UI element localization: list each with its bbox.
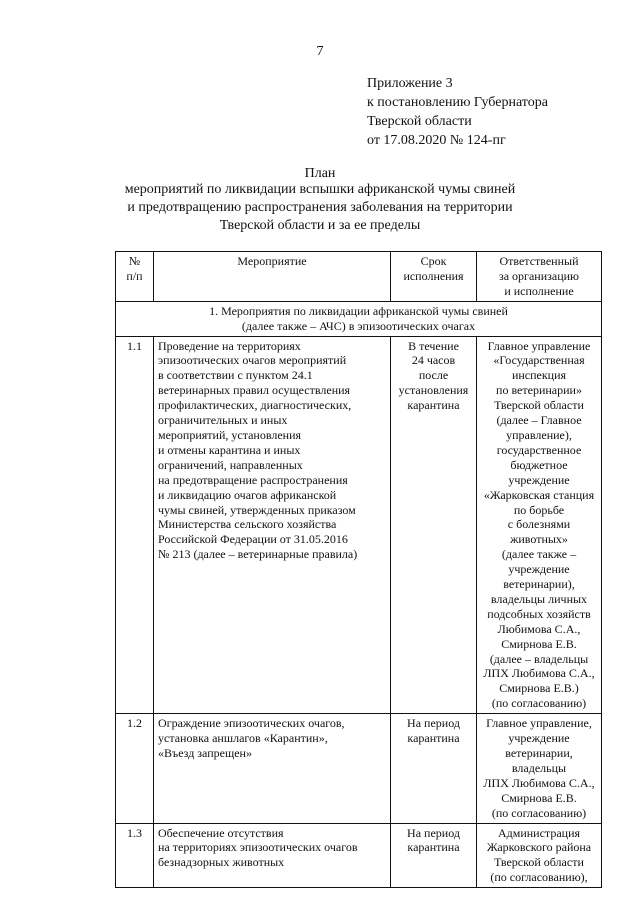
row-responsible: Главное управление «Государственная инспекция по ветеринарии» Тверской области (далее – Главное управление), государственное бюджетное учреждение «Жарковская станция по борьбе с болезнями животных» (далее также – учреждение ветеринарии), владельцы личных подсобных хозяйств Любимова С.А., Смирнова Е.В. (далее – владельцы ЛПХ Любимова С.А., Смирнова Е.В.) (по согласованию) [477, 336, 602, 714]
row-num: 1.1 [116, 336, 154, 714]
row-term: В течение 24 часов после установления карантина [391, 336, 477, 714]
row-num: 1.2 [116, 714, 154, 823]
appendix-line-4: от 17.08.2020 № 124-пг [367, 133, 506, 148]
appendix-line-1: Приложение 3 [367, 76, 453, 91]
section-row [116, 301, 602, 336]
table-row [116, 336, 602, 714]
header-num: № п/п [116, 252, 154, 302]
row-responsible: Администрация Жарковского района Тверской области (по согласованию), [477, 823, 602, 888]
section-title: 1. Мероприятия по ликвидации африканской чумы свиней (далее также – АЧС) в эпизоотических очагах [116, 301, 602, 336]
header-term: Срок исполнения [391, 252, 477, 302]
page-number: 7 [316, 44, 324, 59]
header-responsible: Ответственный за организацию и исполнение [477, 252, 602, 302]
table-header-row [116, 252, 602, 302]
row-activity: Обеспечение отсутствия на территориях эпизоотических очагов безнадзорных животных [154, 823, 391, 888]
plan-subtitle: мероприятий по ликвидации вспышки африканской чумы свиней и предотвращению распространения заболевания на территории Тверской области и за ее пределы [124, 182, 516, 233]
row-term: На период карантина [391, 714, 477, 823]
row-num: 1.3 [116, 823, 154, 888]
plan-title: План [304, 166, 336, 181]
plan-table [115, 251, 602, 888]
table-row [116, 714, 602, 823]
appendix-line-3: Тверской области [367, 114, 472, 129]
row-activity: Проведение на территориях эпизоотических очагов мероприятий в соответствии с пунктом 24.1 ветеринарных правил осуществления профилактических, диагностических, ограничительных и иных мероприятий, установления и отмены карантина и иных ограничений, направленных на предотвращение распространения и ликвидацию очагов африканской чумы свиней, утвержденных приказом Министерства сельского хозяйства Российской Федерации от 31.05.2016 № 213 (далее – ветеринарные правила) [154, 336, 391, 714]
appendix-line-2: к постановлению Губернатора [367, 95, 548, 110]
table-row [116, 823, 602, 888]
row-responsible: Главное управление, учреждение ветеринарии, владельцы ЛПХ Любимова С.А., Смирнова Е.В. (по согласованию) [477, 714, 602, 823]
row-term: На период карантина [391, 823, 477, 888]
header-activity: Мероприятие [154, 252, 391, 302]
appendix-block [367, 74, 548, 150]
row-activity: Ограждение эпизоотических очагов, установка аншлагов «Карантин», «Въезд запрещен» [154, 714, 391, 823]
